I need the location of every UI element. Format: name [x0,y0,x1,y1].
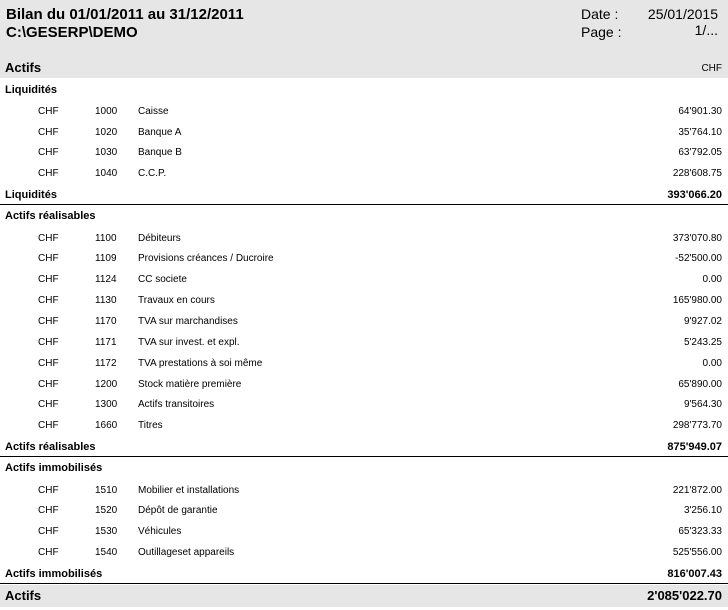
report-header [0,0,728,57]
row-account: 1520 [95,505,118,516]
row-description: CC societe [138,274,187,285]
report-path: C:\GESERP\DEMO [6,24,138,41]
row-currency: CHF [38,485,59,496]
row-currency: CHF [38,295,59,306]
row-currency: CHF [38,547,59,558]
row-amount: 228'608.75 [672,168,722,179]
section-total-amount: 875'949.07 [667,441,722,453]
row-currency: CHF [38,358,59,369]
table-row [0,251,728,267]
row-currency: CHF [38,106,59,117]
table-row [0,397,728,413]
section-total [0,188,728,203]
row-amount: 165'980.00 [672,295,722,306]
row-description: TVA sur marchandises [138,316,238,327]
grand-total-amount: 2'085'022.70 [647,588,722,603]
row-amount: 65'890.00 [678,379,722,390]
table-row [0,335,728,351]
date-value: 25/01/2015 [647,6,718,22]
section-title: Liquidités [5,84,57,96]
table-row [0,145,728,161]
row-account: 1510 [95,485,118,496]
row-account: 1172 [95,358,117,369]
section-total-amount: 816'007.43 [667,568,722,580]
row-amount: 9'564.30 [683,399,722,410]
row-description: Mobilier et installations [138,485,240,496]
divider [0,583,728,584]
table-row [0,545,728,561]
band-currency: CHF [701,63,722,74]
row-description: Caisse [138,106,169,117]
row-description: TVA prestations à soi même [138,358,263,369]
row-account: 1660 [95,420,118,431]
row-currency: CHF [38,233,59,244]
table-row [0,125,728,141]
row-account: 1020 [95,127,118,138]
row-currency: CHF [38,274,59,285]
row-amount: 221'872.00 [672,485,722,496]
row-account: 1124 [95,274,117,285]
row-description: Travaux en cours [138,295,215,306]
row-description: Débiteurs [138,233,181,244]
section-title: Actifs réalisables [5,210,96,222]
row-description: Provisions créances / Ducroire [138,253,274,264]
assets-band [0,57,728,78]
row-amount: 64'901.30 [678,106,722,117]
row-description: Actifs transitoires [138,399,215,410]
row-description: TVA sur invest. et expl. [138,337,240,348]
date-label: Date : [581,6,619,22]
row-account: 1100 [95,233,117,244]
row-amount: 9'927.02 [683,316,722,327]
section-total-label: Actifs réalisables [5,441,96,453]
row-account: 1171 [95,337,117,348]
row-amount: 525'556.00 [672,547,722,558]
table-row [0,104,728,120]
row-account: 1030 [95,147,118,158]
table-row [0,524,728,540]
row-amount: -52'500.00 [675,253,722,264]
row-amount: 5'243.25 [683,337,722,348]
table-row [0,418,728,434]
row-amount: 373'070.80 [672,233,722,244]
row-account: 1540 [95,547,118,558]
table-row [0,231,728,247]
row-description: C.C.P. [138,168,167,179]
row-description: Banque B [138,147,182,158]
row-description: Stock matière première [138,379,242,390]
section-total-label: Liquidités [5,189,57,201]
row-account: 1109 [95,253,117,264]
row-account: 1130 [95,295,117,306]
page-label: Page : [581,24,622,40]
band-title: Actifs [5,60,42,75]
row-account: 1300 [95,399,118,410]
row-description: Outillageset appareils [138,547,235,558]
section-total [0,440,728,455]
row-account: 1040 [95,168,118,179]
grand-total [0,585,728,607]
report-title: Bilan du 01/01/2011 au 31/12/2011 [6,6,244,23]
table-row [0,272,728,288]
table-row [0,314,728,330]
table-row [0,377,728,393]
row-currency: CHF [38,168,59,179]
grand-total-label: Actifs [5,588,42,603]
row-amount: 298'773.70 [672,420,722,431]
section-total-amount: 393'066.20 [667,189,722,201]
divider [0,456,728,457]
section-title: Actifs immobilisés [5,462,103,474]
row-currency: CHF [38,526,59,537]
row-currency: CHF [38,505,59,516]
table-row [0,166,728,182]
row-amount: 63'792.05 [678,147,722,158]
row-description: Dépôt de garantie [138,505,218,516]
row-description: Véhicules [138,526,182,537]
section-total-label: Actifs immobilisés [5,568,103,580]
row-amount: 3'256.10 [683,505,722,516]
row-currency: CHF [38,399,59,410]
table-row [0,483,728,499]
row-currency: CHF [38,420,59,431]
row-currency: CHF [38,147,59,158]
row-description: Titres [138,420,163,431]
row-account: 1000 [95,106,118,117]
row-currency: CHF [38,379,59,390]
table-row [0,356,728,372]
section-total [0,567,728,582]
row-currency: CHF [38,337,59,348]
row-description: Banque A [138,127,182,138]
table-row [0,503,728,519]
row-amount: 0.00 [702,358,722,369]
row-currency: CHF [38,253,59,264]
row-amount: 0.00 [702,274,722,285]
divider [0,204,728,205]
row-currency: CHF [38,127,59,138]
row-account: 1170 [95,316,117,327]
row-account: 1530 [95,526,118,537]
table-row [0,293,728,309]
row-amount: 35'764.10 [678,127,722,138]
row-account: 1200 [95,379,118,390]
row-amount: 65'323.33 [678,526,722,537]
page-value: 1/... [694,22,718,38]
row-currency: CHF [38,316,59,327]
